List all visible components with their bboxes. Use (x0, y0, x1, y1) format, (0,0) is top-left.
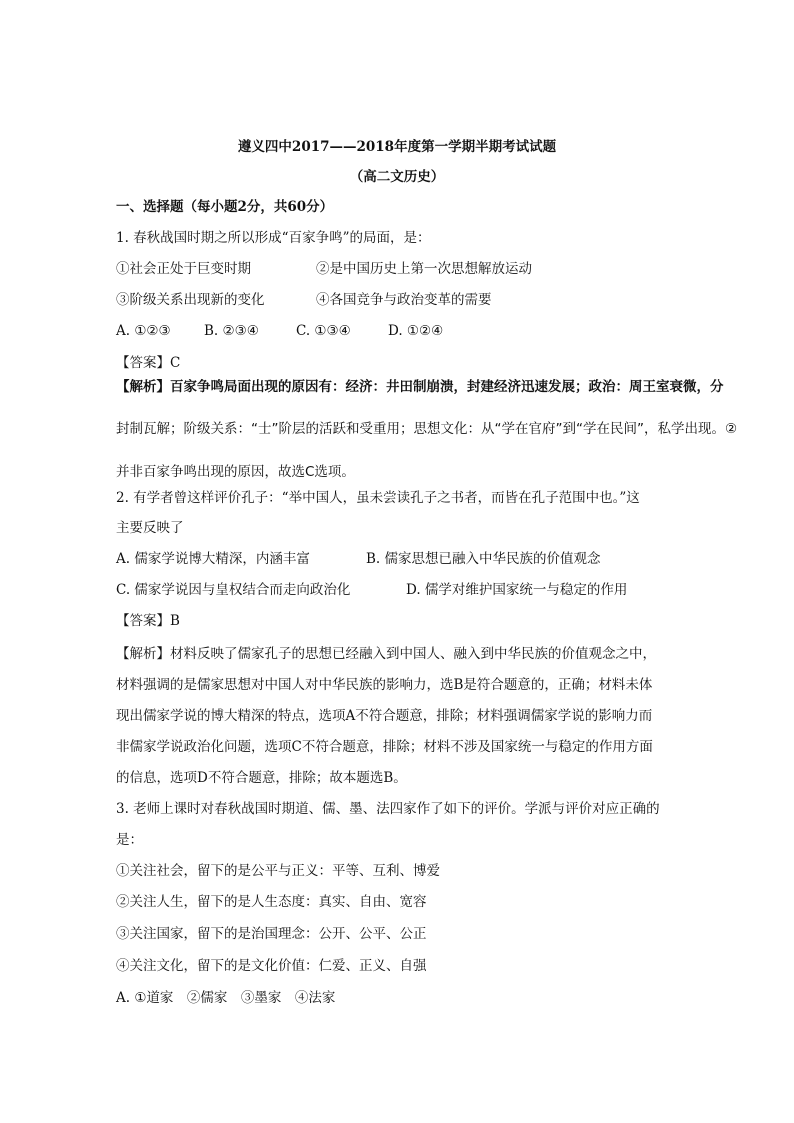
question-2-analysis-line-1: 【解析】材料反映了儒家孔子的思想已经融入到中国人、融入到中华民族的价值观念之中， (116, 646, 656, 662)
question-1-statement-4: ④各国竞争与政治变革的需要 (316, 292, 492, 308)
question-2-analysis-line-2: 材料强调的是儒家思想对中国人对中华民族的影响力，选B是符合题意的，正确；材料未体 (116, 677, 653, 693)
question-1-statements-row1 (116, 260, 532, 278)
question-2-option-d: D. 儒学对维护国家统一与稳定的作用 (406, 582, 628, 598)
question-3-stem-line-1: 3. 老师上课时对春秋战国时期道、儒、墨、法四家作了如下的评价。学派与评价对应正确的 (116, 801, 660, 817)
section-heading: 一、选择题（每小题2分，共60分） (116, 199, 334, 215)
question-2-option-b: B. 儒家思想已融入中华民族的价值观念 (366, 551, 601, 567)
question-1-option-b: B. ②③④ (204, 323, 259, 339)
question-1-statement-1: ①社会正处于巨变时期 (116, 261, 251, 277)
question-3-option-a: A. ①道家 ②儒家 ③墨家 ④法家 (116, 990, 336, 1006)
exam-title: 遵义四中2017——2018年度第一学期半期考试试题 (237, 139, 557, 155)
question-2-option-c: C. 儒家学说因与皇权结合而走向政治化 (116, 582, 351, 598)
question-1-statement-3: ③阶级关系出现新的变化 (116, 292, 265, 308)
question-1-option-c: C. ①③④ (296, 323, 351, 339)
question-1-answer: 【答案】C (116, 355, 181, 371)
question-3-statement-2: ②关注人生，留下的是人生态度：真实、自由、宽容 (116, 894, 427, 910)
question-1-option-d: D. ①②④ (388, 323, 444, 339)
exam-subtitle: （高二文历史） (349, 169, 445, 185)
question-3-statement-1: ①关注社会，留下的是公平与正义：平等、互利、博爱 (116, 863, 440, 879)
question-1-statements-row2 (116, 291, 492, 309)
question-1-analysis-line-1: 【解析】百家争鸣局面出现的原因有：经济：井田制崩溃，封建经济迅速发展；政治：周王室衰微，分 (116, 379, 724, 395)
question-1-options (116, 322, 443, 340)
question-1-stem: 1. 春秋战国时期之所以形成“百家争鸣”的局面，是： (116, 230, 431, 246)
question-2-analysis-line-3: 现出儒家学说的博大精深的特点，选项A不符合题意，排除；材料强调儒家学说的影响力而 (116, 708, 653, 724)
question-3-statement-4: ④关注文化，留下的是文化价值：仁爱、正义、自强 (116, 958, 427, 974)
question-2-stem-line-2: 主要反映了 (116, 520, 184, 536)
question-3-stem-line-2: 是： (116, 832, 143, 848)
question-1-analysis-line-2: 封制瓦解；阶级关系：“士”阶层的活跃和受重用；思想文化：从“学在官府”到“学在民间”，私学出现。② (116, 421, 738, 437)
question-2-option-a: A. 儒家学说博大精深，内涵丰富 (116, 551, 310, 567)
question-2-stem-line-1: 2. 有学者曾这样评价孔子：“举中国人，虽未尝读孔子之书者，而皆在孔子范围中也。”这 (116, 490, 640, 506)
question-2-answer: 【答案】B (116, 613, 180, 629)
question-2-options-row1 (116, 550, 601, 568)
question-2-analysis-line-4: 非儒家学说政治化问题，选项C不符合题意，排除；材料不涉及国家统一与稳定的作用方面 (116, 739, 653, 755)
question-3-statement-3: ③关注国家，留下的是治国理念：公开、公平、公正 (116, 926, 427, 942)
question-1-analysis-line-3: 并非百家争鸣出现的原因，故选C选项。 (116, 464, 355, 480)
question-1-statement-2: ②是中国历史上第一次思想解放运动 (316, 261, 532, 277)
question-1-option-a: A. ①②③ (116, 323, 171, 339)
question-2-options-row2 (116, 581, 627, 599)
question-2-analysis-line-5: 的信息，选项D不符合题意，排除；故本题选B。 (116, 770, 407, 786)
